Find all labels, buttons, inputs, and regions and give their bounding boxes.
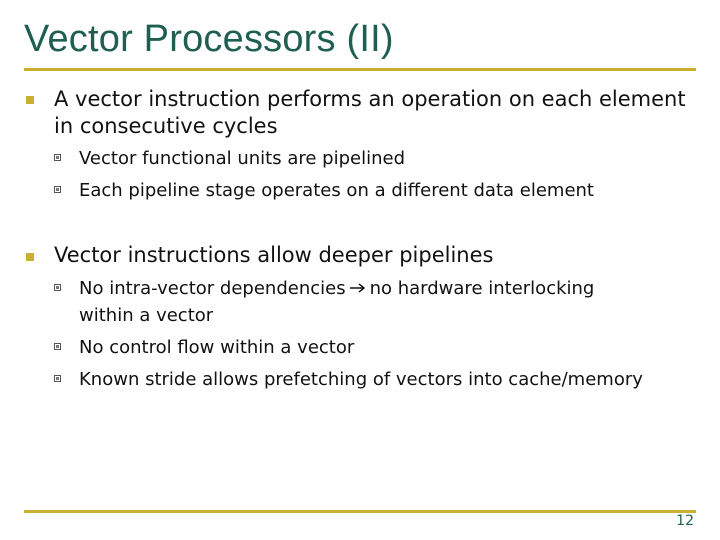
sub-bullet-2-2: No control flow within a vector xyxy=(79,337,355,358)
sub-bullet-2-1-before-arrow: No intra-vector dependencies xyxy=(79,278,346,299)
bullet-1-line-1: A vector instruction performs an operation on each element xyxy=(54,87,686,111)
hollow-square-bullet-icon xyxy=(54,186,61,193)
slide-title: Vector Processors (II) xyxy=(24,18,394,60)
hollow-square-bullet-icon xyxy=(54,154,61,161)
bullet-1-line-2: in consecutive cycles xyxy=(54,114,278,138)
sub-bullet-1-1: Vector functional units are pipelined xyxy=(79,148,406,169)
title-divider xyxy=(24,68,696,71)
hollow-square-bullet-icon xyxy=(54,284,61,291)
square-bullet-icon xyxy=(26,253,34,261)
sub-bullet-2-1-line-2: within a vector xyxy=(79,305,214,326)
footer-divider xyxy=(24,510,696,513)
hollow-square-bullet-icon xyxy=(54,375,61,382)
sub-bullet-1-2: Each pipeline stage operates on a different data element xyxy=(79,180,594,201)
sub-bullet-2-1-after-arrow: no hardware interlocking xyxy=(369,278,595,299)
right-arrow-icon xyxy=(350,283,366,293)
page-number: 12 xyxy=(676,513,694,529)
sub-bullet-2-1 xyxy=(79,275,594,302)
bullet-2-line-1: Vector instructions allow deeper pipelines xyxy=(54,243,494,267)
hollow-square-bullet-icon xyxy=(54,343,61,350)
sub-bullet-2-3: Known stride allows prefetching of vectors into cache/memory xyxy=(79,369,643,390)
square-bullet-icon xyxy=(26,96,34,104)
